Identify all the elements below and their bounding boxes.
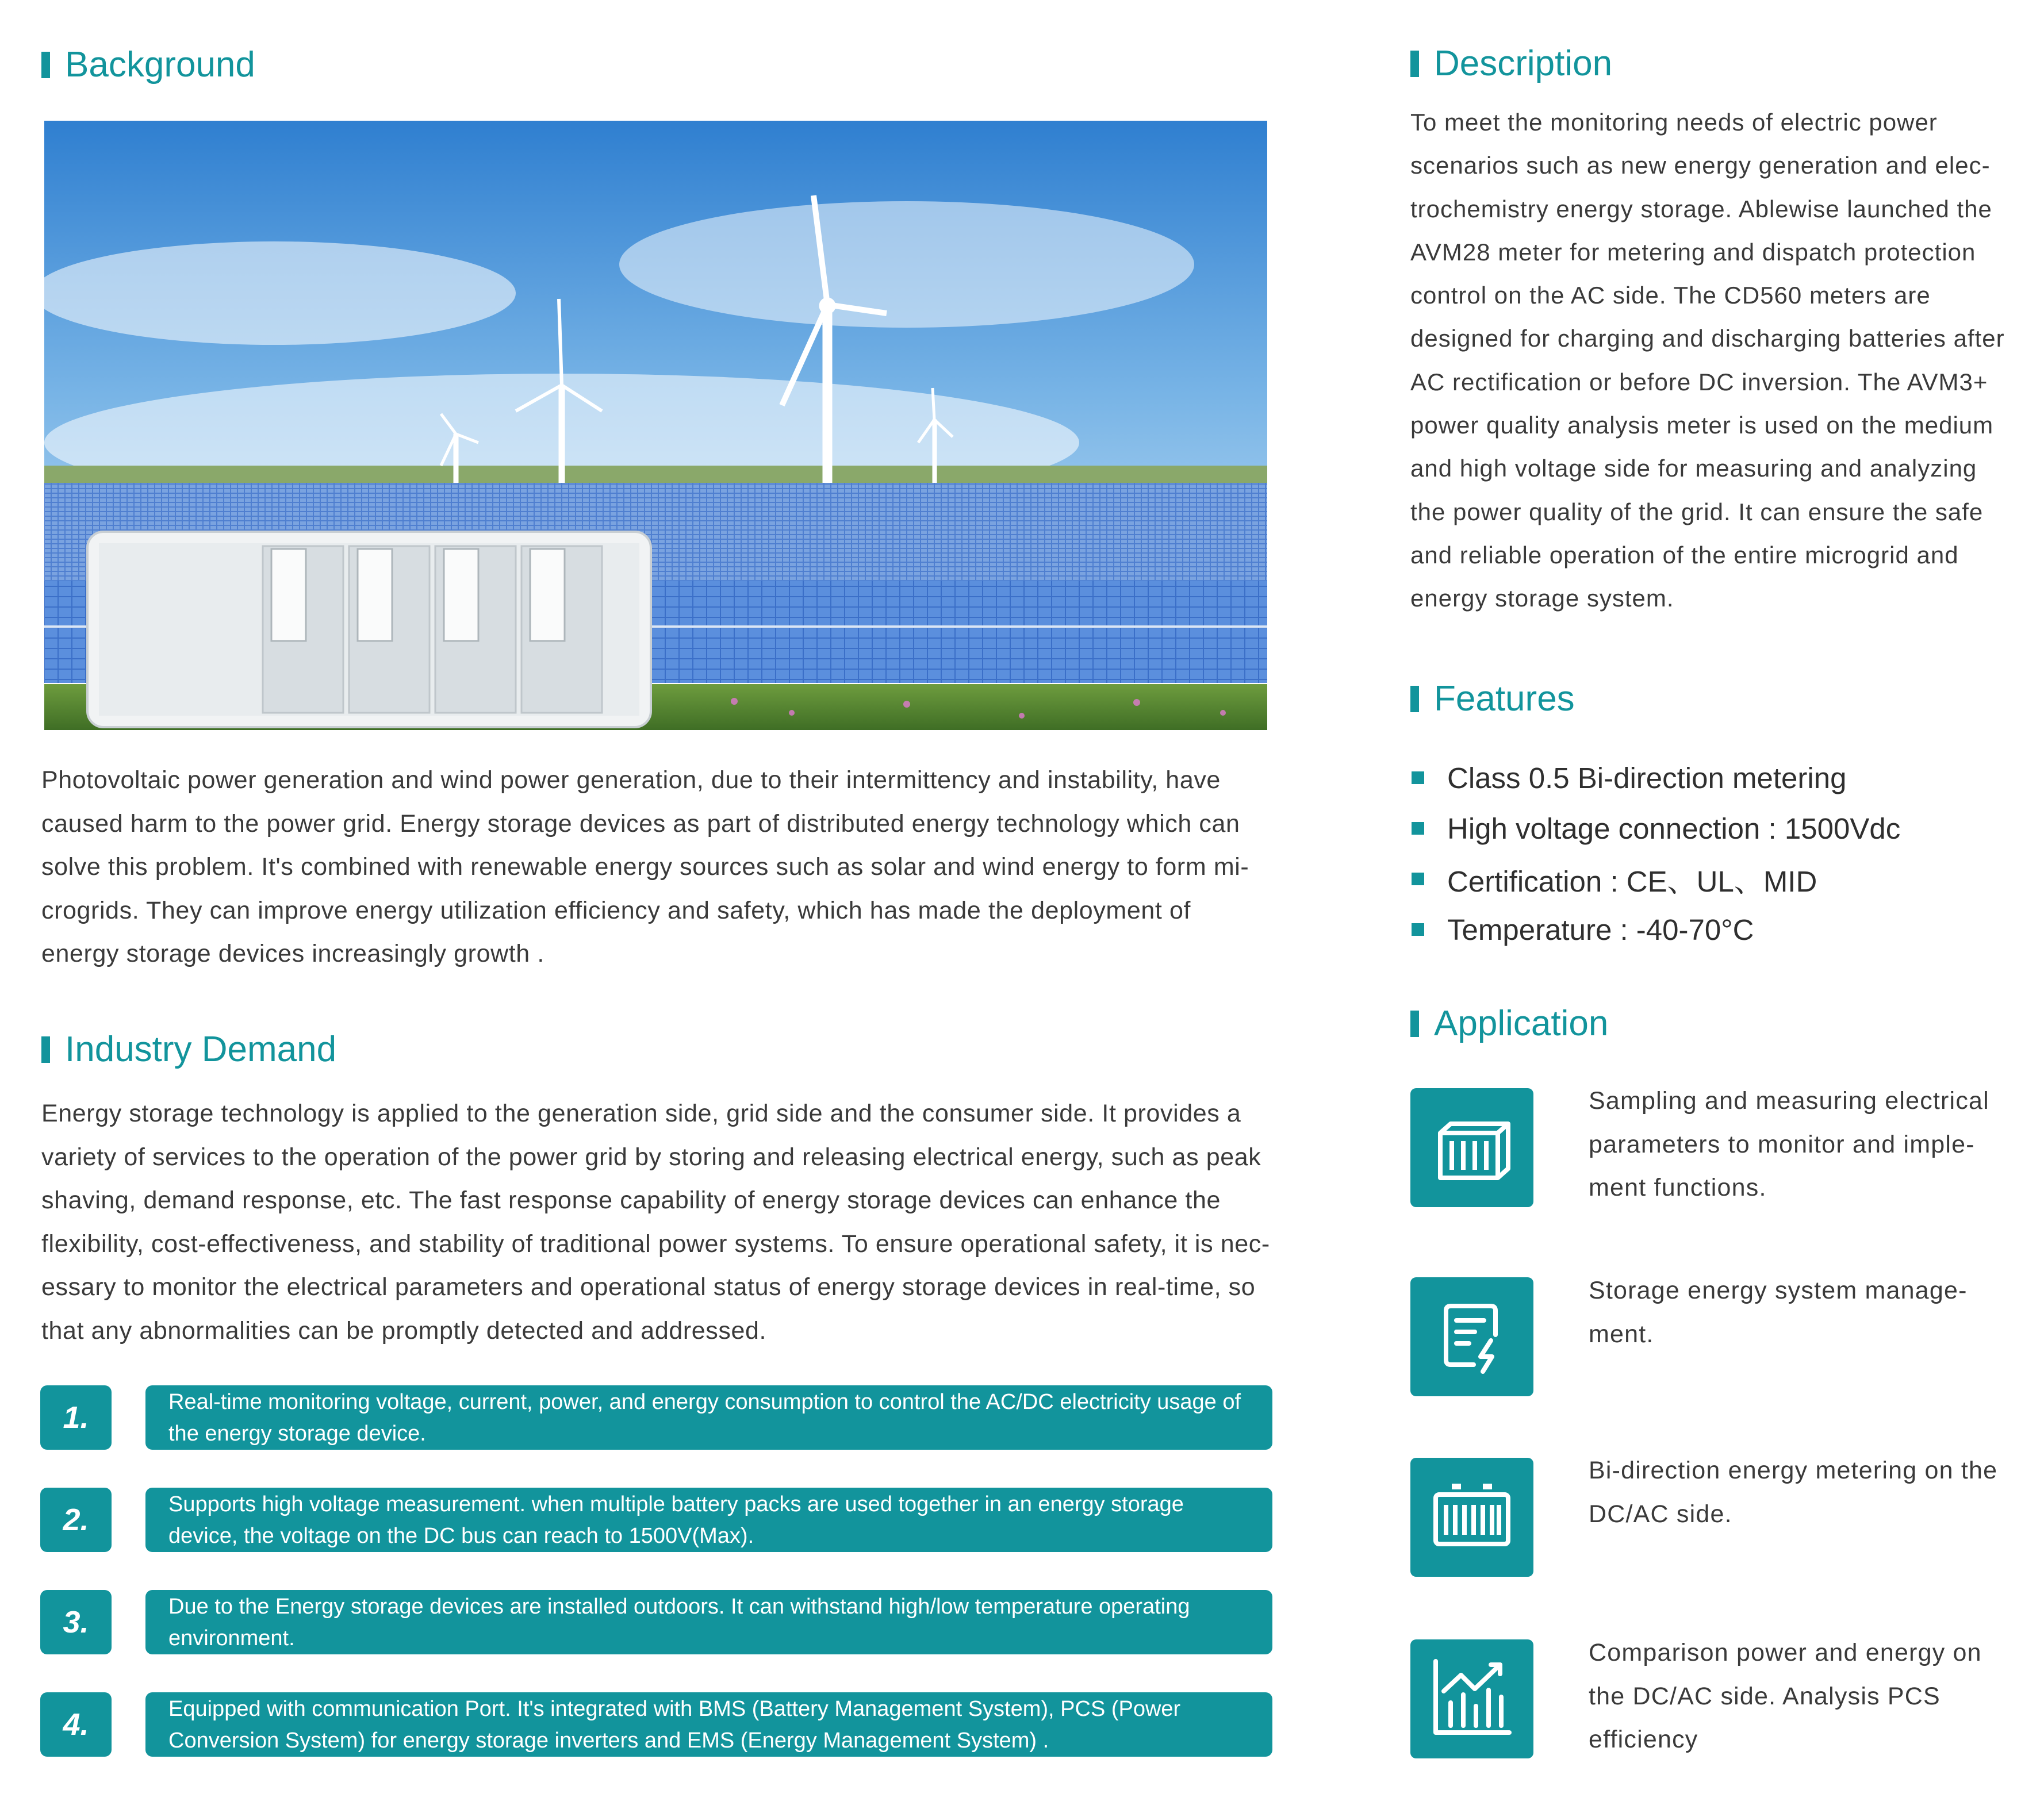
background-heading bbox=[41, 47, 255, 83]
industry-demand-heading bbox=[41, 1032, 336, 1067]
feature-item bbox=[1412, 904, 1900, 955]
feature-item bbox=[1412, 752, 1900, 803]
feature-item bbox=[1412, 803, 1900, 854]
application-heading-text: Application bbox=[1434, 1004, 1609, 1043]
bullet-square-icon bbox=[1412, 771, 1424, 784]
features-heading bbox=[1410, 681, 1575, 717]
battery-icon bbox=[1410, 1458, 1533, 1577]
heading-marker bbox=[41, 52, 50, 78]
demand-item bbox=[40, 1692, 1272, 1757]
application-text: Storage energy system management. bbox=[1589, 1277, 1967, 1348]
demand-item-text: Due to the Energy storage devices are installed outdoors. It can withstand high/low temperature operating environment. bbox=[145, 1590, 1272, 1654]
demand-item bbox=[40, 1385, 1272, 1450]
background-heading-text: Background bbox=[65, 45, 255, 85]
background-paragraph: Photovoltaic power generation and wind power generation, due to their intermittency and instability, have caused harm to the power grid. Energy storage devices as part of distributed energy technology which can solve this problem. It's combined with renewable energy sources such as solar and wind energy to form microgrids. They can improve energy utilization efficiency and safety, which has made the deployment of energy storage devices increasingly growth . bbox=[41, 766, 1249, 967]
solar-wind-storage-photo bbox=[44, 121, 1267, 730]
heading-marker bbox=[41, 1036, 50, 1063]
bullet-square-icon bbox=[1412, 923, 1424, 936]
heading-marker bbox=[1410, 686, 1419, 712]
container-icon bbox=[1410, 1088, 1533, 1207]
demand-item-text: Real-time monitoring voltage, current, power, and energy consumption to control the AC/DC electricity usage of the energy storage device. bbox=[145, 1385, 1272, 1450]
demand-item-number: 2. bbox=[40, 1488, 112, 1552]
demand-item-number: 4. bbox=[40, 1692, 112, 1757]
description-paragraph: To meet the monitoring needs of electric power scenarios such as new energy generation and electrochemistry energy storage. Ablewise launched the AVM28 meter for metering and dispatch protection control on the AC side. The CD560 meters are designed for charging and discharging batteries after AC rectification or before DC inversion. The AVM3+ power quality analysis meter is used on the medium and high voltage side for measuring and analyzing the power quality of the grid. It can ensure the safe and reliable operation of the entire microgrid and energy storage system. bbox=[1410, 109, 2005, 612]
features-heading-text: Features bbox=[1434, 679, 1575, 719]
demand-item-text: Supports high voltage measurement. when multiple battery packs are used together in an energy storage device, the voltage on the DC bus can reach to 1500V(Max). bbox=[145, 1488, 1272, 1552]
description-heading bbox=[1410, 46, 1612, 82]
heading-marker bbox=[1410, 51, 1419, 77]
demand-item-text: Equipped with communication Port. It's integrated with BMS (Battery Management System), PCS (Power Conversion System) for energy storage inverters and EMS (Energy Management System) . bbox=[145, 1692, 1272, 1757]
application-text: Comparison power and energy on the DC/AC side. Analysis PCS efficiency bbox=[1589, 1639, 1982, 1753]
features-list bbox=[1412, 752, 1900, 955]
industry-demand-heading-text: Industry Demand bbox=[65, 1030, 337, 1069]
bullet-square-icon bbox=[1412, 822, 1424, 835]
demand-item-number: 3. bbox=[40, 1590, 112, 1654]
demand-item bbox=[40, 1488, 1272, 1552]
feature-text: High voltage connection : 1500Vdc bbox=[1447, 812, 1901, 845]
demand-item-number: 1. bbox=[40, 1385, 112, 1450]
feature-item bbox=[1412, 854, 1900, 904]
document-lightning-icon bbox=[1410, 1277, 1533, 1396]
application-heading bbox=[1410, 1006, 1608, 1042]
feature-text: Class 0.5 Bi-direction metering bbox=[1447, 761, 1847, 794]
bullet-square-icon bbox=[1412, 873, 1424, 885]
demand-item bbox=[40, 1590, 1272, 1654]
description-heading-text: Description bbox=[1434, 44, 1613, 83]
application-text: Bi-direction energy metering on the DC/AC side. bbox=[1589, 1457, 1998, 1528]
heading-marker bbox=[1410, 1011, 1419, 1037]
industry-demand-paragraph: Energy storage technology is applied to the generation side, grid side and the consumer side. It provides a variety of services to the operation of the power grid by storing and releasing electrical energy, such as peak shaving, demand response, etc. The fast response capability of energy storage devices can enhance the flexibility, cost-effectiveness, and stability of traditional power systems. To ensure operational safety, it is necessary to monitor the electrical parameters and operational status of energy storage devices in real-time, so that any abnormalities can be promptly detected and addressed. bbox=[41, 1100, 1270, 1345]
application-text: Sampling and measuring electrical parameters to monitor and implement functions. bbox=[1589, 1087, 1989, 1201]
feature-text: Temperature : -40-70°C bbox=[1447, 913, 1754, 946]
feature-text: Certification : CE、UL、MID bbox=[1447, 865, 1817, 898]
bar-chart-icon bbox=[1410, 1639, 1533, 1758]
